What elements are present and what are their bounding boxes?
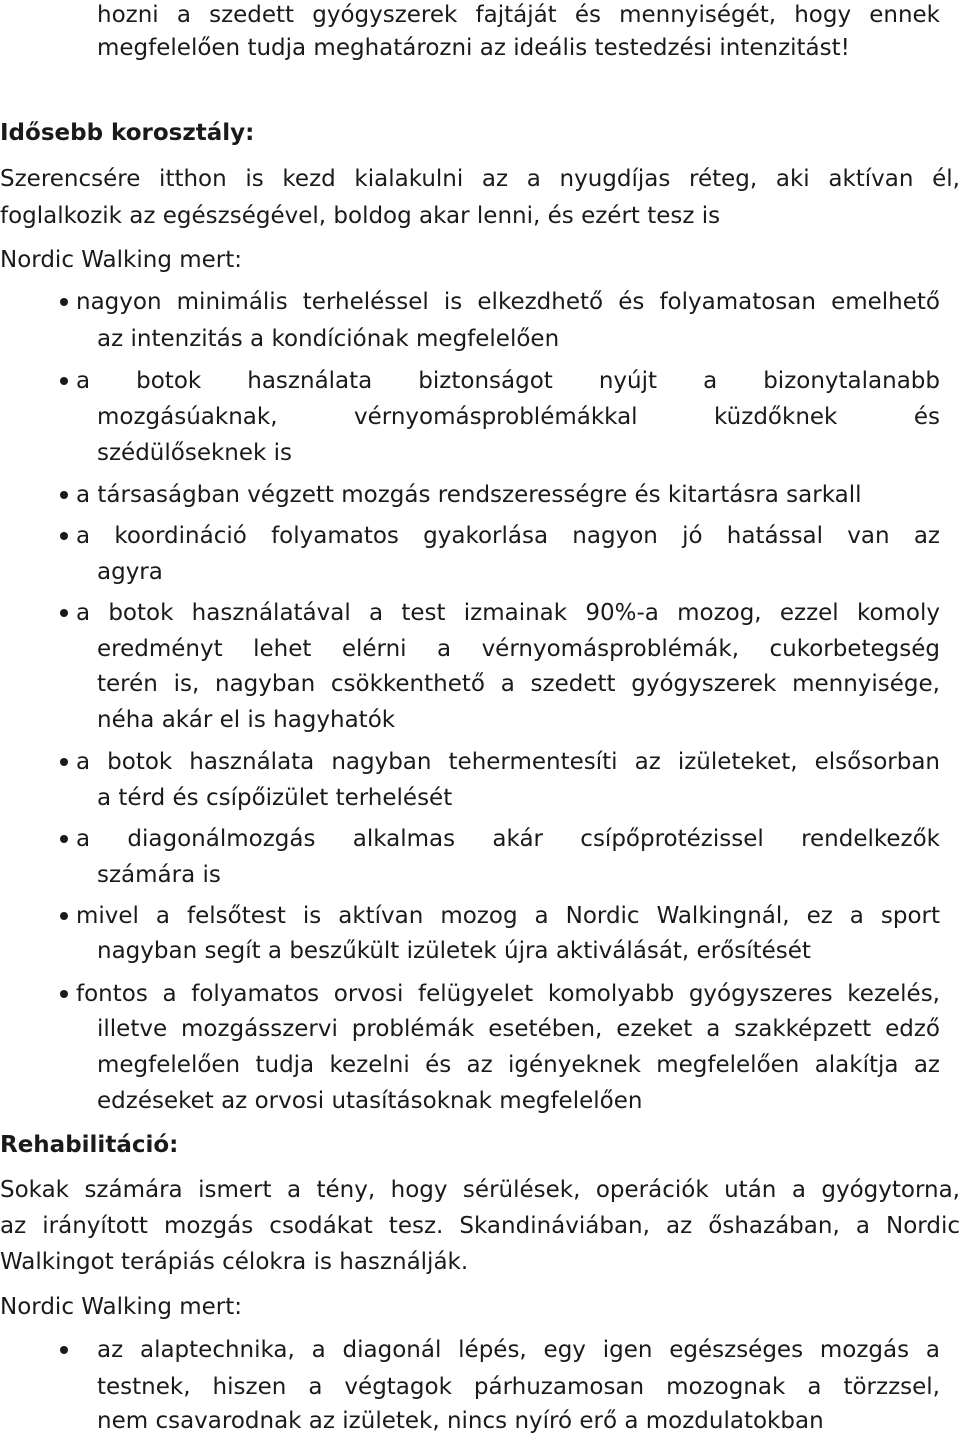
senior-bullet-4-line-1: a koordináció folyamatos gyakorlása nagyon jó hatással van az <box>76 523 940 549</box>
rehab-bullet-1-line-1: az alaptechnika, a diagonál lépés, egy igen egészséges mozgás a <box>97 1337 940 1363</box>
senior-bullet-2-line-2: mozgásúaknak, vérnyomásproblémákkal küzdőknek és <box>97 404 940 430</box>
senior-bullet-2-line-1: a botok használata biztonságot nyújt a bizonytalanabb <box>76 368 940 394</box>
senior-bullet-5-line-4: néha akár el is hagyhatók <box>97 707 396 733</box>
section-heading-senior: Idősebb korosztály: <box>0 120 255 146</box>
bullet-dot <box>60 1346 68 1354</box>
senior-bullet-9-line-2: illetve mozgásszervi problémák esetében, ezeket a szakképzett edző <box>97 1016 940 1042</box>
bullet-dot <box>60 298 68 306</box>
rehab-paragraph-line-1: Sokak számára ismert a tény, hogy sérülések, operációk után a gyógytorna, <box>0 1177 960 1203</box>
section-heading-rehab: Rehabilitáció: <box>0 1132 179 1158</box>
senior-bullet-9-line-4: edzéseket az orvosi utasításoknak megfelelően <box>97 1088 643 1114</box>
bullet-dot <box>60 491 68 499</box>
senior-lead: Nordic Walking mert: <box>0 247 243 273</box>
senior-bullet-4-line-2: agyra <box>97 559 163 585</box>
senior-paragraph-line-2: foglalkozik az egészségével, boldog akar lenni, és ezért tesz is <box>0 203 721 229</box>
senior-bullet-6-line-1: a botok használata nagyban tehermentesíti az izületeket, elsősorban <box>76 749 940 775</box>
senior-bullet-9-line-3: megfelelően tudja kezelni és az igényeknek megfelelően alakítja az <box>97 1052 940 1078</box>
senior-bullet-3-line-1: a társaságban végzett mozgás rendszerességre és kitartásra sarkall <box>76 482 862 508</box>
senior-bullet-7-line-1: a diagonálmozgás alkalmas akár csípőprotézissel rendelkezők <box>76 826 940 852</box>
senior-bullet-5-line-2: eredményt lehet elérni a vérnyomásproblémák, cukorbetegség <box>97 636 940 662</box>
bullet-dot <box>60 912 68 920</box>
senior-bullet-9-line-1: fontos a folyamatos orvosi felügyelet komolyabb gyógyszeres kezelés, <box>76 981 940 1007</box>
bullet-dot <box>60 835 68 843</box>
bullet-dot <box>60 532 68 540</box>
rehab-paragraph-line-2: az irányított mozgás csodákat tesz. Skandináviában, az őshazában, a Nordic <box>0 1213 960 1239</box>
bullet-dot <box>60 990 68 998</box>
senior-paragraph-line-1: Szerencsére itthon is kezd kialakulni az a nyugdíjas réteg, aki aktívan él, <box>0 166 960 192</box>
rehab-lead: Nordic Walking mert: <box>0 1294 243 1320</box>
bullet-dot <box>60 758 68 766</box>
rehab-paragraph-line-3: Walkingot terápiás célokra is használják. <box>0 1249 469 1275</box>
rehab-bullet-1-line-3: nem csavarodnak az izületek, nincs nyíró erő a mozdulatokban <box>97 1408 824 1434</box>
bullet-dot <box>60 377 68 385</box>
senior-bullet-5-line-1: a botok használatával a test izmainak 90%-a mozog, ezzel komoly <box>76 600 940 626</box>
senior-bullet-8-line-1: mivel a felsőtest is aktívan mozog a Nordic Walkingnál, ez a sport <box>76 903 940 929</box>
senior-bullet-1-line-1: nagyon minimális terheléssel is elkezdhető és folyamatosan emelhető <box>76 289 940 315</box>
senior-bullet-6-line-2: a térd és csípőizület terhelését <box>97 785 453 811</box>
bullet-dot <box>60 609 68 617</box>
intro-line-1: hozni a szedett gyógyszerek fajtáját és mennyiségét, hogy ennek <box>97 2 940 28</box>
senior-bullet-7-line-2: számára is <box>97 862 221 888</box>
senior-bullet-2-line-3: szédülőseknek is <box>97 440 293 466</box>
rehab-bullet-1-line-2: testnek, hiszen a végtagok párhuzamosan mozognak a törzzsel, <box>97 1374 940 1400</box>
senior-bullet-8-line-2: nagyban segít a beszűkült izületek újra aktiválását, erősítését <box>97 938 811 964</box>
intro-line-2: megfelelően tudja meghatározni az ideális testedzési intenzitást! <box>97 35 850 61</box>
senior-bullet-1-line-2: az intenzitás a kondíciónak megfelelően <box>97 326 560 352</box>
senior-bullet-5-line-3: terén is, nagyban csökkenthető a szedett gyógyszerek mennyisége, <box>97 671 940 697</box>
